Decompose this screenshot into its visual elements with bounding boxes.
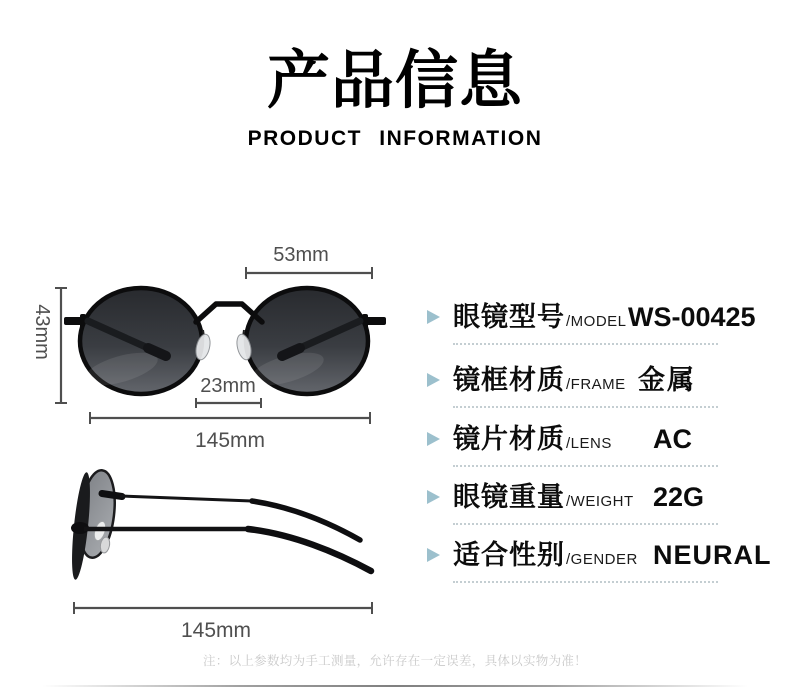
- spec-row-weight: [427, 482, 757, 528]
- spec-label-cn: 眼镜型号: [453, 302, 565, 332]
- spec-label-en: /MODEL: [566, 313, 627, 330]
- spec-label-cn: 镜片材质: [453, 424, 565, 454]
- spec-label-en: /FRAME: [566, 376, 626, 393]
- spec-row-gender: [427, 540, 772, 586]
- spec-label-en: /LENS: [566, 435, 612, 452]
- right-triangle-icon: [427, 373, 440, 387]
- spec-labels: [453, 424, 612, 454]
- spec-labels: [453, 540, 638, 570]
- side-upper-temple: [120, 496, 252, 501]
- spec-row-lens-material: [427, 424, 757, 470]
- spec-value: NEURAL: [653, 540, 772, 570]
- right-triangle-icon: [427, 432, 440, 446]
- side-view-illustration: [68, 468, 371, 580]
- spec-labels: [453, 302, 627, 332]
- spec-label-cn: 镜框材质: [453, 365, 565, 395]
- dimension-lens-width: 53mm: [273, 244, 329, 266]
- dimension-bridge-width: 23mm: [200, 375, 256, 397]
- side-dimensions: [74, 602, 372, 642]
- page-title: 产品信息: [267, 46, 523, 116]
- spec-value: 22G: [653, 482, 705, 512]
- spec-value: 金属: [638, 365, 696, 395]
- spec-labels: [453, 482, 634, 512]
- page-subtitle: PRODUCT INFORMATION: [247, 127, 543, 150]
- spec-list: [427, 292, 772, 604]
- right-endpiece: [366, 317, 386, 325]
- spec-label-cn: 眼镜重量: [453, 482, 565, 512]
- right-triangle-icon: [427, 310, 440, 324]
- spec-value: AC: [653, 424, 692, 454]
- right-triangle-icon: [427, 548, 440, 562]
- bottom-divider: [42, 685, 748, 687]
- spec-value: WS-00425: [628, 302, 756, 332]
- side-upper-hinge: [102, 494, 122, 497]
- spec-label-cn: 适合性别: [453, 540, 565, 570]
- spec-label-en: /WEIGHT: [566, 493, 634, 510]
- spec-label-en: /GENDER: [566, 551, 638, 568]
- right-triangle-icon: [427, 490, 440, 504]
- footnote: 注：以上参数均为手工测量，允许存在一定误差，具体以实物为准！: [202, 654, 587, 668]
- dimension-lens-height: 43mm: [31, 304, 53, 360]
- spec-row-model: [427, 302, 757, 348]
- dimension-frame-width: 145mm: [194, 429, 266, 452]
- spec-labels: [453, 365, 626, 395]
- dimension-temple-length: 145mm: [180, 619, 252, 642]
- spec-row-frame-material: [427, 365, 757, 411]
